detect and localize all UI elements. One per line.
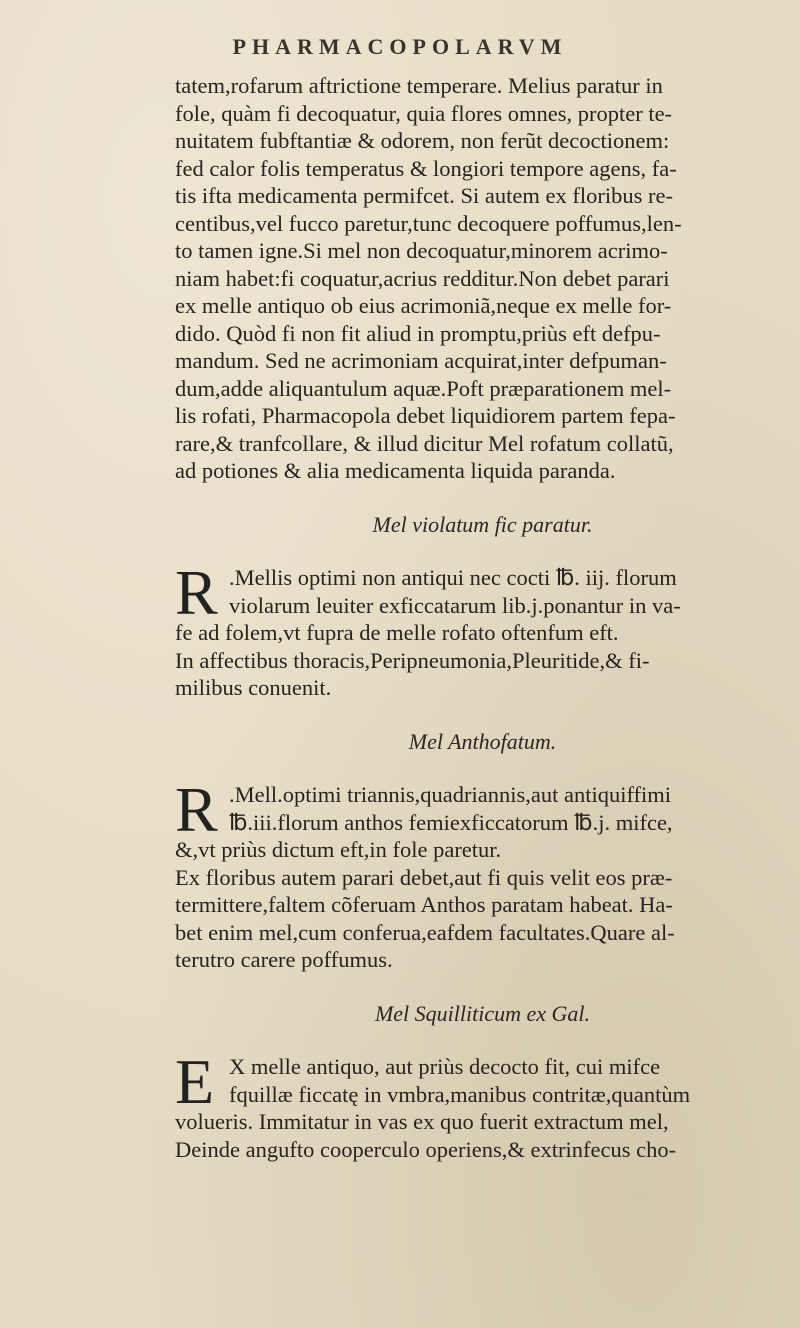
drop-cap: R [175,774,218,845]
text-line: lis rofati, Pharmacopola debet liquidiorem partem fepa- [175,403,676,428]
text-line: X melle antiquo, aut priùs decocto fit, cui mifce [229,1054,661,1079]
text-line: fe ad folem,vt fupra de melle rofato oftenfum eft. [175,620,619,645]
text-line: fed calor folis temperatus & longiori tempore agens, fa- [175,155,677,181]
text-line: volueris. Immitatur in vas ex quo fuerit extractum mel, [175,1109,669,1134]
text-line: dido. Quòd fi non fit aliud in promptu,priùs eft defpu- [175,320,661,346]
intro-paragraph [175,72,790,485]
text-line: ℔.iii.florum anthos femiexficcatorum ℔.j. mifce, [229,809,673,835]
text-line: .Mell.optimi triannis,quadriannis,aut antiquiffimi [229,782,672,807]
text-line: mandum. Sed ne acrimoniam acquirat,inter defpuman- [175,348,667,373]
text-line: niam habet:fi coquatur,acrius redditur.Non debet parari [175,265,670,291]
text-line: fquillæ ficcatę in vmbra,manibus contritæ,quantùm [229,1081,691,1107]
text-line: termittere,faltem cõferuam Anthos paratam habeat. Ha- [175,892,673,917]
text-line: nuitatem fubftantiæ & odorem, non ferũt decoctionem: [175,128,670,153]
text-line: to tamen igne.Si mel non decoquatur,minorem acrimo- [175,238,668,263]
text-line: tatem,rofarum aftrictione temperare. Melius paratur in [175,73,663,98]
text-line: tis ifta medicamenta permifcet. Si autem ex floribus re- [175,183,673,208]
text-line: &,vt priùs dictum eft,in fole paretur. [175,837,502,862]
running-head: PHARMACOPOLARVM [232,34,568,59]
text-line: Ex floribus autem parari debet,aut fi quis velit eos præ- [175,864,673,890]
text-line: .Mellis optimi non antiqui nec cocti ℔. iij. florum [229,565,677,590]
section-heading-mel-violatum: Mel violatum fic paratur. [372,511,593,537]
text-line: dum,adde aliquantulum aquæ.Poft præparationem mel- [175,375,672,401]
section-paragraph-mel-anthosatum [175,774,790,974]
text-line: milibus conuenit. [175,675,332,700]
text-line: Deinde angufto cooperculo operiens,& extrinfecus cho- [175,1136,677,1162]
drop-cap: R [175,557,218,628]
section-paragraph-mel-squilliticum [175,1046,790,1163]
text-line: terutro carere poffumus. [175,947,393,972]
text-line: ex melle antiquo ob eius acrimoniã,neque ex melle for- [175,293,672,318]
text-line: violarum leuiter exficcatarum lib.j.ponantur in va- [229,592,681,618]
section-heading-mel-squilliticum: Mel Squilliticum ex Gal. [374,1000,591,1026]
section-paragraph-mel-violatum [175,557,790,702]
section-heading-mel-anthosatum: Mel Anthofatum. [408,728,557,754]
text-line: In affectibus thoracis,Peripneumonia,Pleuritide,& fi- [175,647,650,673]
drop-cap: E [175,1046,215,1117]
text-line: centibus,vel fucco paretur,tunc decoquere poffumus,len- [175,210,682,236]
text-line: fole, quàm fi decoquatur, quia flores omnes, propter te- [175,100,673,126]
text-line: bet enim mel,cum conferua,eafdem facultates.Quare al- [175,919,675,945]
text-line: ad potiones & alia medicamenta liquida paranda. [175,458,616,483]
text-line: rare,& tranfcollare, & illud dicitur Mel rofatum collatũ, [175,430,674,456]
main-text [175,72,790,1163]
